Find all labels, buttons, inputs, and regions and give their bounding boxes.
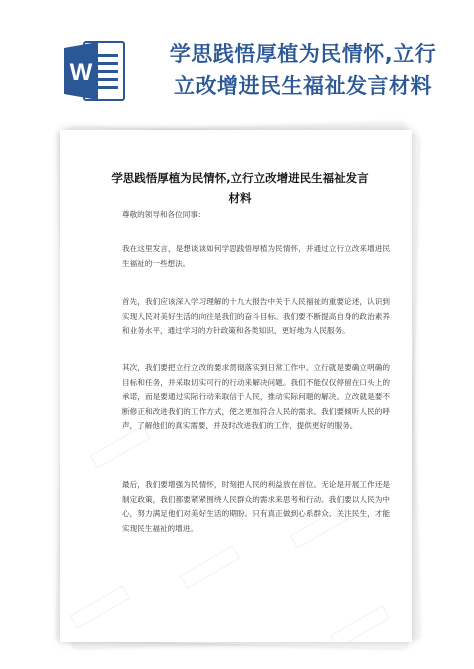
paragraph-first: 首先，我们应该深入学习理解的十九大报告中关于人民福祉的重要论述，认识到实现人民对美好生活的向往是我们的奋斗目标。我们要不断提高自身的政治素养和业务水平，通过学习的方针政策和各类知识，更好地为人民服务。	[122, 297, 390, 335]
paragraph-second: 其次，我们要把立行立改的要求贯彻落实到日常工作中。立行就是要确立明确的目标和任务，并采取切实可行的行动来解决问题。我们不能仅仅停留在口头上的承诺，而是要通过实际行动来取信于人民，推动实际问题的解决。立改就是要不断修正和改进我们的工作方式，使之更加符合人民的需求。我们要倾听人民的呼声，了解他们的真实需要，并及时改进我们的工作，提供更好的服务。	[122, 363, 390, 430]
paragraph-intro: 我在这里发言，是想谈谈如何学思践悟厚植为民情怀，并通过立行立改来增进民生福祉的一些想法。	[122, 244, 390, 268]
header-title-line1: 学思践悟厚植为民情怀,立行	[169, 42, 437, 66]
header	[0, 0, 474, 112]
word-icon-letter: W	[69, 59, 93, 86]
paragraph-greeting: 尊敬的领导和各位同事:	[122, 210, 201, 219]
word-document-icon	[62, 38, 128, 104]
header-title-line2: 立改增进民生福祉发言材料	[174, 74, 432, 98]
document-title-line2: 材料	[228, 191, 252, 205]
document-page	[60, 130, 412, 642]
document-title-line1: 学思践悟厚植为民情怀,立行立改增进民生福祉发言	[111, 171, 369, 185]
paragraph-last: 最后，我们要增强为民情怀，时刻把人民的利益放在首位。无论是开展工作还是制定政策，我们都要紧紧围绕人民群众的需求来思考和行动。我们要以人民为中心，努力满足他们对美好生活的期盼。只有真正做到心系群众、关注民生，才能实现民生福祉的增进。	[122, 480, 390, 533]
document-title	[100, 168, 380, 208]
header-title	[148, 38, 458, 102]
